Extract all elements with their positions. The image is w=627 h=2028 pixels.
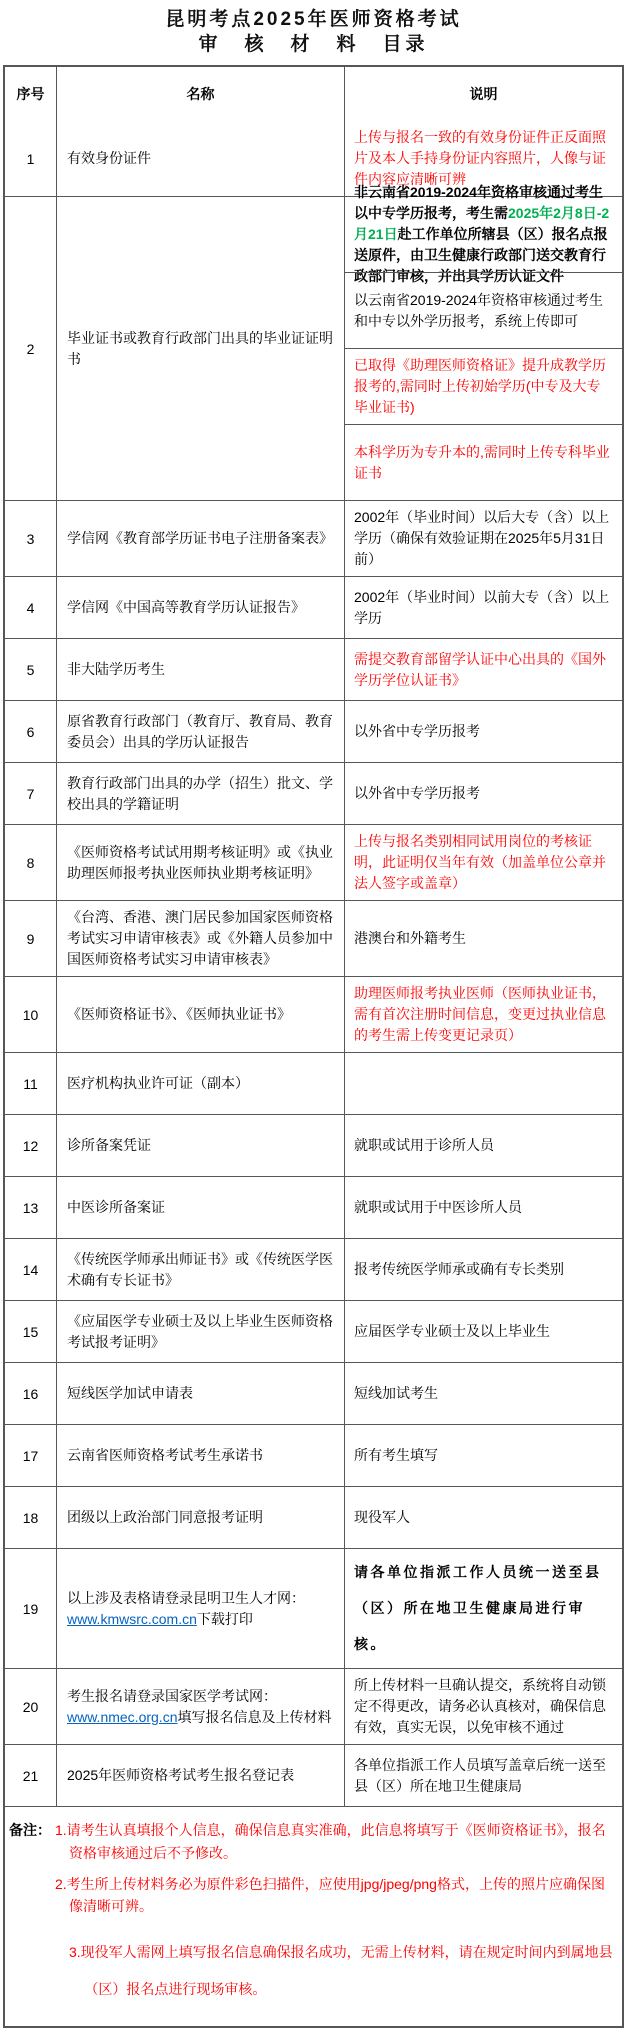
text-segment: 原省教育行政部门（教育厅、教育局、教育委员会）出具的学历认证报告 <box>67 712 333 750</box>
table-row <box>5 500 622 576</box>
row-name <box>57 577 345 638</box>
row-index: 19 <box>5 1549 57 1668</box>
text-segment: 上传与报名一致的有效身份证件正反面照片及本人手持身份证内容照片，人像与证件内容应清晰可辨 <box>354 129 606 188</box>
row-name <box>57 1115 345 1176</box>
text-segment: 2002年（毕业时间）以前大专（含）以上学历 <box>354 588 610 626</box>
text-segment: 《台湾、香港、澳门居民参加国家医师资格考试实习申请审核表》或《外籍人员参加中国医师资格考试实习申请审核表》 <box>67 909 333 968</box>
description-cell <box>345 184 622 285</box>
row-description <box>345 1669 622 1744</box>
text-segment: 以云南省2019-2024年资格审核通过考生和中专以外学历报考，系统上传即可 <box>354 291 603 329</box>
notes-section <box>5 1806 622 2026</box>
row-index: 6 <box>5 701 57 762</box>
page-title <box>3 8 624 57</box>
row-name <box>57 701 345 762</box>
text-segment: 《医师资格考试试用期考核证明》或《执业助理医师报考执业医师执业期考核证明》 <box>67 843 333 881</box>
text-segment: 非云南省2019-2024年资格审核通过考生以中专学历报考，考生需 <box>354 184 603 222</box>
description-cell <box>345 577 622 638</box>
text-segment: 以外省中专学历报考 <box>354 723 480 740</box>
row-name <box>57 197 345 500</box>
row-name <box>57 825 345 900</box>
table-row <box>5 700 622 762</box>
table-row <box>5 1668 622 1744</box>
note-item: 1.请考生认真填报个人信息，确保信息真实准确，此信息将填写于《医师资格证书》，报名资格审核通过后不予修改。 <box>55 1822 606 1862</box>
row-index: 11 <box>5 1053 57 1114</box>
description-cell <box>345 1177 622 1238</box>
text-segment: 有效身份证件 <box>67 150 151 167</box>
text-segment: 毕业证书或教育行政部门出具的毕业证证明书 <box>67 329 333 367</box>
row-name <box>57 1745 345 1806</box>
text-segment: 就职或试用于诊所人员 <box>354 1137 494 1154</box>
table-row <box>5 824 622 900</box>
row-description <box>345 184 622 500</box>
description-cell <box>345 1425 622 1486</box>
description-cell <box>345 825 622 900</box>
text-segment: 请各单位指派工作人员统一送至县（区）所在地卫生健康局进行审核。 <box>354 1564 602 1652</box>
row-description <box>345 1053 622 1114</box>
row-index: 16 <box>5 1363 57 1424</box>
row-description <box>345 1115 622 1176</box>
text-segment: 填写报名信息及上传材料 <box>177 1708 332 1725</box>
description-cell <box>345 1363 622 1424</box>
row-index: 14 <box>5 1239 57 1300</box>
text-segment: 本科学历为专升本的,需同时上传专科毕业证书 <box>354 443 610 481</box>
row-index: 15 <box>5 1301 57 1362</box>
text-segment: 应届医学专业硕士及以上毕业生 <box>354 1323 550 1340</box>
row-name <box>57 763 345 824</box>
row-description <box>345 577 622 638</box>
page-title-line2: 审 核 材 料 目录 <box>198 33 429 55</box>
row-index: 13 <box>5 1177 57 1238</box>
row-description <box>345 1425 622 1486</box>
note-item: 2.考生所上传材料务必为原件彩色扫描件，应使用jpg/jpeg/png格式，上传的照片应确保图像清晰可辨。 <box>55 1875 605 1915</box>
description-cell <box>345 424 622 500</box>
table-row <box>5 1300 622 1362</box>
description-cell <box>345 1745 622 1806</box>
row-name <box>57 639 345 700</box>
description-cell <box>345 272 622 348</box>
table-row <box>5 1744 622 1806</box>
row-description <box>345 1487 622 1548</box>
header-description: 说明 <box>469 85 498 102</box>
row-name <box>57 977 345 1052</box>
row-description <box>345 1239 622 1300</box>
notes-list <box>55 1819 618 2008</box>
row-name <box>57 501 345 576</box>
text-segment: 就职或试用于中医诊所人员 <box>354 1199 522 1216</box>
text-segment: 2025年2月8日-2月21日 <box>354 205 610 243</box>
row-index: 4 <box>5 577 57 638</box>
row-description <box>345 1177 622 1238</box>
text-segment: 团级以上政治部门同意报考证明 <box>67 1509 263 1526</box>
table-row <box>5 1486 622 1548</box>
table-header-row <box>5 67 622 121</box>
row-description <box>345 639 622 700</box>
text-segment: 诊所备案凭证 <box>67 1137 151 1154</box>
row-index: 12 <box>5 1115 57 1176</box>
text-segment: 《传统医学师承出师证书》或《传统医学医术确有专长证书》 <box>67 1250 333 1288</box>
row-index: 20 <box>5 1669 57 1744</box>
table-row <box>5 1052 622 1114</box>
row-description <box>345 1745 622 1806</box>
text-segment: 考生报名请登录国家医学考试网： <box>67 1687 277 1704</box>
text-segment: 所有考生填写 <box>354 1447 438 1464</box>
header-name: 名称 <box>57 67 345 121</box>
table-row <box>5 1548 622 1668</box>
text-segment: 赴工作单位所辖县（区）报名点报送原件，由卫生健康行政部门送交教育行政部门审核，并出具学历认证文件 <box>354 226 608 285</box>
text-segment: 各单位指派工作人员填写盖章后统一送至县（区）所在地卫生健康局 <box>354 1756 606 1794</box>
text-segment: 《医师资格证书》、《医师执业证书》 <box>67 1006 291 1023</box>
description-cell <box>345 1301 622 1362</box>
row-name <box>57 1177 345 1238</box>
table-row <box>5 576 622 638</box>
row-name <box>57 1487 345 1548</box>
text-segment: 短线加试考生 <box>354 1385 438 1402</box>
text-segment: 短线医学加试申请表 <box>67 1385 193 1402</box>
text-segment: 2002年（毕业时间）以后大专（含）以上学历（确保有效验证期在2025年5月31日前） <box>354 509 610 568</box>
row-index: 21 <box>5 1745 57 1806</box>
table-row <box>5 1238 622 1300</box>
row-name <box>57 1425 345 1486</box>
text-segment: 教育行政部门出具的办学（招生）批文、学校出具的学籍证明 <box>67 774 333 812</box>
row-name <box>57 1301 345 1362</box>
text-segment: 所上传材料一旦确认提交，系统将自动锁定不得更改，请务必认真核对，确保信息有效，真实无误，以免审核不通过 <box>354 1677 606 1736</box>
text-segment: 下载打印 <box>196 1610 253 1627</box>
row-description <box>345 763 622 824</box>
description-cell <box>345 763 622 824</box>
text-segment: 学信网《教育部学历证书电子注册备案表》 <box>67 530 333 547</box>
row-description <box>345 901 622 976</box>
row-index: 3 <box>5 501 57 576</box>
row-name <box>57 901 345 976</box>
table-row <box>5 1424 622 1486</box>
table-row <box>5 900 622 976</box>
row-name <box>57 1239 345 1300</box>
materials-table <box>3 65 624 2028</box>
row-name <box>57 121 345 196</box>
row-index: 18 <box>5 1487 57 1548</box>
row-description <box>345 701 622 762</box>
row-index: 10 <box>5 977 57 1052</box>
document-page <box>3 0 624 2028</box>
description-cell <box>345 901 622 976</box>
row-index: 9 <box>5 901 57 976</box>
row-description <box>345 1549 622 1668</box>
description-cell <box>345 639 622 700</box>
description-cell <box>345 1239 622 1300</box>
table-row <box>5 1362 622 1424</box>
row-name <box>57 1363 345 1424</box>
note-item: 3.现役军人需网上填写报名信息确保报名成功，无需上传材料，请在规定时间内到属地县（区）报名点进行现场审核。 <box>69 1944 613 1998</box>
description-cell <box>345 1115 622 1176</box>
row-description <box>345 977 622 1052</box>
row-description <box>345 501 622 576</box>
row-index: 2 <box>5 197 57 500</box>
text-segment: 中医诊所备案证 <box>67 1199 165 1216</box>
row-index: 8 <box>5 825 57 900</box>
page-title-line1: 昆明考点2025年医师资格考试 <box>165 9 462 30</box>
table-row <box>5 1176 622 1238</box>
text-segment: 2025年医师资格考试考生报名登记表 <box>67 1767 295 1784</box>
text-segment: 港澳台和外籍考生 <box>354 930 466 947</box>
row-index: 5 <box>5 639 57 700</box>
notes-label: 备注： <box>9 1822 51 1839</box>
text-segment: 学信网《中国高等教育学历认证报告》 <box>67 599 305 616</box>
text-segment: 云南省医师资格考试考生承诺书 <box>67 1447 263 1464</box>
text-segment: 医疗机构执业许可证（副本） <box>67 1075 249 1092</box>
description-cell <box>345 701 622 762</box>
description-cell <box>345 1549 622 1668</box>
row-name <box>57 1053 345 1114</box>
external-link[interactable]: www.nmec.org.cn <box>67 1708 178 1725</box>
table-row <box>5 762 622 824</box>
description-cell <box>345 977 622 1052</box>
text-segment: 以上涉及表格请登录昆明卫生人才网： <box>67 1589 305 1606</box>
description-cell <box>345 348 622 424</box>
row-description <box>345 1363 622 1424</box>
table-body <box>5 121 622 1806</box>
table-row <box>5 184 622 500</box>
text-segment: 《应届医学专业硕士及以上毕业生医师资格考试报考证明》 <box>67 1312 333 1350</box>
header-index: 序号 <box>5 67 57 121</box>
description-cell <box>345 1053 622 1114</box>
text-segment: 以外省中专学历报考 <box>354 785 480 802</box>
row-name <box>57 1669 345 1744</box>
description-cell <box>345 1487 622 1548</box>
table-row <box>5 1114 622 1176</box>
description-cell <box>345 501 622 576</box>
table-row <box>5 976 622 1052</box>
text-segment: 现役军人 <box>354 1509 410 1526</box>
row-index: 17 <box>5 1425 57 1486</box>
text-segment: 助理医师报考执业医师（医师执业证书，需有首次注册时间信息，变更过执业信息的考生需上传变更记录页） <box>354 985 606 1044</box>
text-segment: 报考传统医学师承或确有专长类别 <box>354 1261 564 1278</box>
text-segment: 上传与报名类别相同试用岗位的考核证明，此证明仅当年有效（加盖单位公章并法人签字或盖章） <box>354 833 606 892</box>
row-index: 1 <box>5 121 57 196</box>
external-link[interactable]: www.kmwsrc.com.cn <box>67 1610 197 1627</box>
table-row <box>5 638 622 700</box>
text-segment: 已取得《助理医师资格证》提升成教学历报考的,需同时上传初始学历(中专及大专毕业证书) <box>354 357 606 416</box>
description-cell <box>345 1669 622 1744</box>
text-segment: 需提交教育部留学认证中心出具的《国外学历学位认证书》 <box>354 650 606 688</box>
row-description <box>345 1301 622 1362</box>
row-name <box>57 1549 345 1668</box>
row-index: 7 <box>5 763 57 824</box>
text-segment: 非大陆学历考生 <box>67 661 165 678</box>
row-description <box>345 825 622 900</box>
